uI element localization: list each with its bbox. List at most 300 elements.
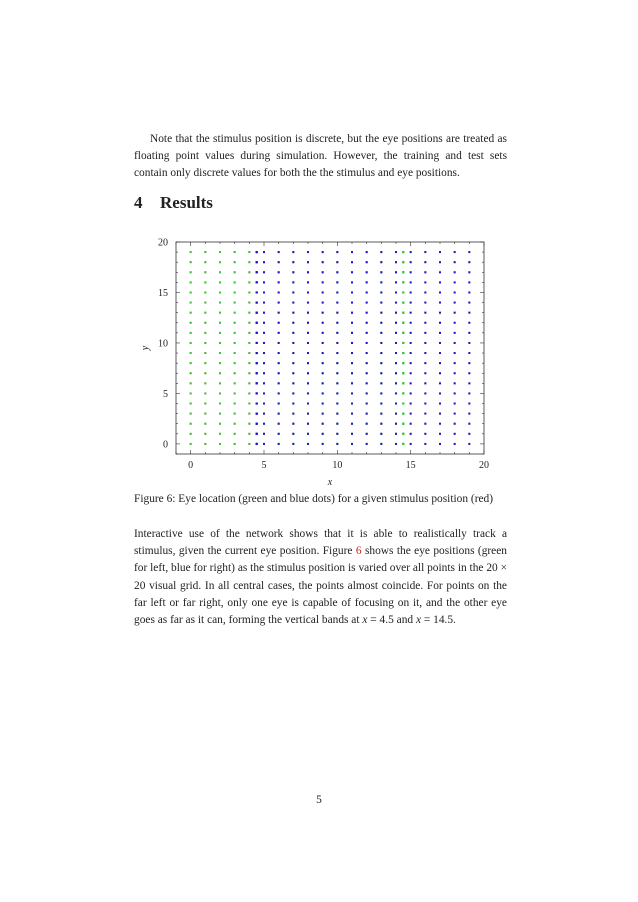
right-eye-point <box>307 433 309 435</box>
right-eye-point <box>292 362 294 364</box>
right-eye-point <box>263 403 265 405</box>
left-eye-point <box>204 271 206 273</box>
right-eye-point <box>439 382 441 384</box>
right-eye-point <box>292 342 294 344</box>
right-eye-point <box>278 302 280 304</box>
right-eye-point <box>307 291 309 293</box>
right-eye-point <box>439 362 441 364</box>
left-eye-point <box>402 382 404 384</box>
right-eye-point <box>256 271 258 273</box>
right-eye-point <box>278 261 280 263</box>
left-eye-point <box>190 443 192 445</box>
right-eye-point <box>366 291 368 293</box>
right-eye-point <box>351 312 353 314</box>
left-eye-point <box>190 342 192 344</box>
right-eye-point <box>322 342 324 344</box>
right-eye-point <box>380 342 382 344</box>
x-axis-label: x <box>327 477 333 488</box>
right-eye-point <box>292 271 294 273</box>
right-eye-point <box>439 281 441 283</box>
right-eye-point <box>439 291 441 293</box>
left-eye-point <box>234 372 236 374</box>
right-eye-point <box>322 423 324 425</box>
left-eye-point <box>190 413 192 415</box>
right-eye-point <box>322 372 324 374</box>
right-eye-point <box>380 382 382 384</box>
right-eye-point <box>410 342 412 344</box>
left-eye-point <box>204 352 206 354</box>
section-number: 4 <box>134 193 143 212</box>
right-eye-point <box>263 423 265 425</box>
right-eye-point <box>395 413 397 415</box>
right-eye-point <box>380 443 382 445</box>
left-eye-point <box>234 392 236 394</box>
right-eye-point <box>424 423 426 425</box>
right-eye-point <box>454 281 456 283</box>
right-eye-point <box>454 382 456 384</box>
left-eye-point <box>402 281 404 283</box>
right-eye-point <box>439 423 441 425</box>
results-text-3: = 4.5 and <box>367 614 416 627</box>
right-eye-point <box>468 433 470 435</box>
right-eye-point <box>292 332 294 334</box>
right-eye-point <box>263 261 265 263</box>
right-eye-point <box>256 352 258 354</box>
right-eye-point <box>410 291 412 293</box>
left-eye-point <box>190 362 192 364</box>
right-eye-point <box>351 251 353 253</box>
plot-frame <box>176 242 484 454</box>
right-eye-point <box>278 281 280 283</box>
right-eye-point <box>468 423 470 425</box>
right-eye-point <box>424 322 426 324</box>
left-eye-point <box>219 342 221 344</box>
left-eye-point <box>234 362 236 364</box>
left-eye-point <box>204 322 206 324</box>
left-eye-point <box>248 302 250 304</box>
right-eye-point <box>468 413 470 415</box>
left-eye-point <box>234 302 236 304</box>
left-eye-point <box>234 403 236 405</box>
y-axis-label: y <box>140 345 151 351</box>
left-eye-point <box>219 352 221 354</box>
left-eye-point <box>248 423 250 425</box>
left-eye-point <box>204 372 206 374</box>
right-eye-point <box>410 443 412 445</box>
right-eye-point <box>468 291 470 293</box>
right-eye-point <box>380 322 382 324</box>
right-eye-point <box>366 392 368 394</box>
right-eye-point <box>351 423 353 425</box>
right-eye-point <box>439 261 441 263</box>
right-eye-point <box>439 251 441 253</box>
left-eye-point <box>402 312 404 314</box>
left-eye-point <box>190 251 192 253</box>
right-eye-point <box>468 312 470 314</box>
left-eye-point <box>219 372 221 374</box>
right-eye-point <box>395 403 397 405</box>
right-eye-point <box>395 322 397 324</box>
right-eye-point <box>278 413 280 415</box>
section-title: Results <box>160 193 213 212</box>
right-eye-point <box>307 362 309 364</box>
right-eye-point <box>307 342 309 344</box>
right-eye-point <box>278 322 280 324</box>
right-eye-point <box>410 271 412 273</box>
right-eye-point <box>278 291 280 293</box>
right-eye-point <box>410 433 412 435</box>
right-eye-point <box>256 423 258 425</box>
left-eye-point <box>190 372 192 374</box>
right-eye-point <box>256 392 258 394</box>
right-eye-point <box>292 403 294 405</box>
right-eye-point <box>322 261 324 263</box>
right-eye-point <box>424 382 426 384</box>
right-eye-point <box>322 403 324 405</box>
right-eye-point <box>351 403 353 405</box>
right-eye-point <box>336 342 338 344</box>
right-eye-point <box>468 332 470 334</box>
y-tick-label: 0 <box>163 439 168 451</box>
left-eye-point <box>234 433 236 435</box>
left-eye-point <box>234 291 236 293</box>
right-eye-point <box>410 372 412 374</box>
x-tick-label: 5 <box>261 460 267 471</box>
right-eye-point <box>336 392 338 394</box>
right-eye-point <box>278 342 280 344</box>
left-eye-point <box>402 332 404 334</box>
right-eye-point <box>292 372 294 374</box>
right-eye-point <box>292 443 294 445</box>
right-eye-point <box>366 372 368 374</box>
right-eye-point <box>395 312 397 314</box>
right-eye-point <box>439 403 441 405</box>
left-eye-point <box>402 352 404 354</box>
right-eye-point <box>410 413 412 415</box>
right-eye-point <box>307 281 309 283</box>
left-eye-point <box>204 302 206 304</box>
right-eye-point <box>322 251 324 253</box>
left-eye-point <box>219 251 221 253</box>
right-eye-point <box>256 332 258 334</box>
left-eye-point <box>204 251 206 253</box>
right-eye-point <box>263 392 265 394</box>
right-eye-point <box>424 342 426 344</box>
figure-reference-link[interactable]: 6 <box>355 545 362 558</box>
right-eye-point <box>424 372 426 374</box>
right-eye-point <box>395 372 397 374</box>
right-eye-point <box>278 332 280 334</box>
right-eye-point <box>336 403 338 405</box>
right-eye-point <box>468 352 470 354</box>
right-eye-point <box>366 413 368 415</box>
right-eye-point <box>292 281 294 283</box>
left-eye-point <box>190 403 192 405</box>
right-eye-point <box>278 312 280 314</box>
right-eye-point <box>351 261 353 263</box>
left-eye-point <box>402 443 404 445</box>
left-eye-point <box>204 342 206 344</box>
left-eye-point <box>190 392 192 394</box>
right-eye-point <box>380 413 382 415</box>
right-eye-point <box>351 362 353 364</box>
left-eye-point <box>204 312 206 314</box>
right-eye-point <box>410 261 412 263</box>
right-eye-point <box>395 382 397 384</box>
results-text-4: = 14.5. <box>421 614 456 627</box>
left-eye-point <box>204 332 206 334</box>
right-eye-point <box>307 443 309 445</box>
right-eye-point <box>256 291 258 293</box>
left-eye-point <box>248 403 250 405</box>
right-eye-point <box>351 281 353 283</box>
right-eye-point <box>454 352 456 354</box>
right-eye-point <box>278 403 280 405</box>
right-eye-point <box>307 332 309 334</box>
right-eye-point <box>278 423 280 425</box>
right-eye-point <box>395 392 397 394</box>
results-text-1: Interactive use of the network shows that it is able to realistically track a stimulus, given the current eye position. Figure <box>134 528 507 558</box>
right-eye-point <box>410 382 412 384</box>
left-eye-point <box>204 413 206 415</box>
left-eye-point <box>219 332 221 334</box>
right-eye-point <box>395 352 397 354</box>
right-eye-point <box>336 302 338 304</box>
right-eye-point <box>307 322 309 324</box>
left-eye-point <box>219 433 221 435</box>
left-eye-point <box>248 413 250 415</box>
right-eye-point <box>468 382 470 384</box>
page-number: 5 <box>316 794 322 806</box>
left-eye-point <box>219 281 221 283</box>
right-eye-point <box>380 392 382 394</box>
left-eye-point <box>190 352 192 354</box>
math-x-2: x <box>415 614 421 627</box>
right-eye-point <box>256 322 258 324</box>
right-eye-point <box>395 332 397 334</box>
right-eye-point <box>380 251 382 253</box>
right-eye-point <box>351 382 353 384</box>
left-eye-point <box>190 281 192 283</box>
right-eye-point <box>278 352 280 354</box>
right-eye-point <box>424 443 426 445</box>
right-eye-point <box>351 352 353 354</box>
right-eye-point <box>366 281 368 283</box>
right-eye-point <box>351 322 353 324</box>
left-eye-point <box>234 281 236 283</box>
right-eye-point <box>454 302 456 304</box>
left-eye-point <box>402 423 404 425</box>
left-eye-point <box>402 251 404 253</box>
left-eye-point <box>219 382 221 384</box>
left-eye-point <box>219 302 221 304</box>
left-eye-point <box>248 291 250 293</box>
right-eye-point <box>366 332 368 334</box>
right-eye-point <box>263 372 265 374</box>
right-eye-point <box>307 382 309 384</box>
right-eye-point <box>424 362 426 364</box>
right-eye-point <box>410 322 412 324</box>
right-eye-point <box>263 302 265 304</box>
x-tick-label: 0 <box>188 460 194 471</box>
left-eye-point <box>190 423 192 425</box>
left-eye-point <box>402 302 404 304</box>
right-eye-point <box>292 251 294 253</box>
left-eye-point <box>204 291 206 293</box>
right-eye-point <box>424 392 426 394</box>
right-eye-point <box>439 302 441 304</box>
left-eye-point <box>402 271 404 273</box>
left-eye-point <box>248 433 250 435</box>
right-eye-point <box>307 403 309 405</box>
right-eye-point <box>351 372 353 374</box>
right-eye-point <box>292 352 294 354</box>
right-eye-point <box>307 302 309 304</box>
right-eye-point <box>336 382 338 384</box>
left-eye-point <box>234 322 236 324</box>
right-eye-point <box>351 302 353 304</box>
left-eye-point <box>219 362 221 364</box>
right-eye-point <box>278 251 280 253</box>
right-eye-point <box>380 433 382 435</box>
right-eye-point <box>424 352 426 354</box>
right-eye-point <box>336 443 338 445</box>
right-eye-point <box>351 291 353 293</box>
right-eye-point <box>263 281 265 283</box>
left-eye-point <box>248 271 250 273</box>
right-eye-point <box>256 382 258 384</box>
right-eye-point <box>292 433 294 435</box>
right-eye-point <box>351 413 353 415</box>
left-eye-point <box>190 271 192 273</box>
right-eye-point <box>410 403 412 405</box>
right-eye-point <box>468 302 470 304</box>
right-eye-point <box>424 312 426 314</box>
left-eye-point <box>234 382 236 384</box>
right-eye-point <box>307 261 309 263</box>
left-eye-point <box>219 403 221 405</box>
right-eye-point <box>468 392 470 394</box>
right-eye-point <box>307 271 309 273</box>
left-eye-point <box>248 352 250 354</box>
math-x-1: x <box>362 614 368 627</box>
right-eye-point <box>424 281 426 283</box>
right-eye-point <box>468 443 470 445</box>
left-eye-point <box>234 312 236 314</box>
x-tick-label: 15 <box>405 460 416 471</box>
right-eye-point <box>256 281 258 283</box>
left-eye-point <box>248 251 250 253</box>
right-eye-point <box>336 362 338 364</box>
right-eye-point <box>439 352 441 354</box>
right-eye-point <box>322 352 324 354</box>
right-eye-point <box>454 403 456 405</box>
left-eye-point <box>234 423 236 425</box>
right-eye-point <box>410 392 412 394</box>
left-eye-point <box>219 261 221 263</box>
left-eye-point <box>248 392 250 394</box>
right-eye-point <box>307 392 309 394</box>
right-eye-point <box>336 312 338 314</box>
left-eye-point <box>248 382 250 384</box>
right-eye-point <box>439 443 441 445</box>
right-eye-point <box>468 251 470 253</box>
left-eye-point <box>402 413 404 415</box>
right-eye-point <box>322 443 324 445</box>
right-eye-point <box>336 413 338 415</box>
left-eye-point <box>402 392 404 394</box>
left-eye-point <box>204 443 206 445</box>
right-eye-point <box>439 312 441 314</box>
right-eye-point <box>439 433 441 435</box>
right-eye-point <box>322 392 324 394</box>
right-eye-point <box>468 403 470 405</box>
right-eye-point <box>454 261 456 263</box>
right-eye-point <box>424 261 426 263</box>
right-eye-point <box>410 362 412 364</box>
right-eye-point <box>351 433 353 435</box>
right-eye-point <box>454 271 456 273</box>
left-eye-point <box>219 291 221 293</box>
right-eye-point <box>454 332 456 334</box>
figure-caption: Figure 6: Eye location (green and blue dots) for a given stimulus position (red) <box>134 493 494 505</box>
right-eye-point <box>278 362 280 364</box>
left-eye-point <box>219 271 221 273</box>
right-eye-point <box>468 342 470 344</box>
right-eye-point <box>336 271 338 273</box>
results-text-2: shows the eye positions (green for left, blue for right) as the stimulus position is varied over all points in the 20 × 20 visual grid. In all central cases, the points almost coincide. For points on the far left or far right, only one eye is capable of focusing on it, and the other eye goes as far as it can, forming the vertical bands at <box>134 545 507 627</box>
right-eye-point <box>322 291 324 293</box>
left-eye-point <box>248 443 250 445</box>
right-eye-point <box>307 352 309 354</box>
right-eye-point <box>468 271 470 273</box>
right-eye-point <box>380 372 382 374</box>
right-eye-point <box>263 362 265 364</box>
left-eye-point <box>190 312 192 314</box>
left-eye-point <box>402 322 404 324</box>
right-eye-point <box>322 302 324 304</box>
right-eye-point <box>424 413 426 415</box>
left-eye-point <box>234 251 236 253</box>
right-eye-point <box>256 362 258 364</box>
left-eye-point <box>204 281 206 283</box>
right-eye-point <box>380 271 382 273</box>
left-eye-point <box>204 403 206 405</box>
results-paragraph <box>134 526 507 629</box>
right-eye-point <box>366 362 368 364</box>
right-eye-point <box>292 312 294 314</box>
right-eye-point <box>307 413 309 415</box>
right-eye-point <box>454 312 456 314</box>
left-eye-point <box>248 372 250 374</box>
left-eye-point <box>190 261 192 263</box>
left-eye-point <box>248 312 250 314</box>
right-eye-point <box>410 251 412 253</box>
left-eye-point <box>204 261 206 263</box>
right-eye-point <box>263 382 265 384</box>
right-eye-point <box>278 433 280 435</box>
left-eye-point <box>219 443 221 445</box>
right-eye-point <box>278 382 280 384</box>
right-eye-point <box>322 332 324 334</box>
right-eye-point <box>424 271 426 273</box>
left-eye-point <box>248 342 250 344</box>
right-eye-point <box>263 342 265 344</box>
right-eye-point <box>380 423 382 425</box>
right-eye-point <box>395 261 397 263</box>
right-eye-point <box>454 322 456 324</box>
right-eye-point <box>410 332 412 334</box>
